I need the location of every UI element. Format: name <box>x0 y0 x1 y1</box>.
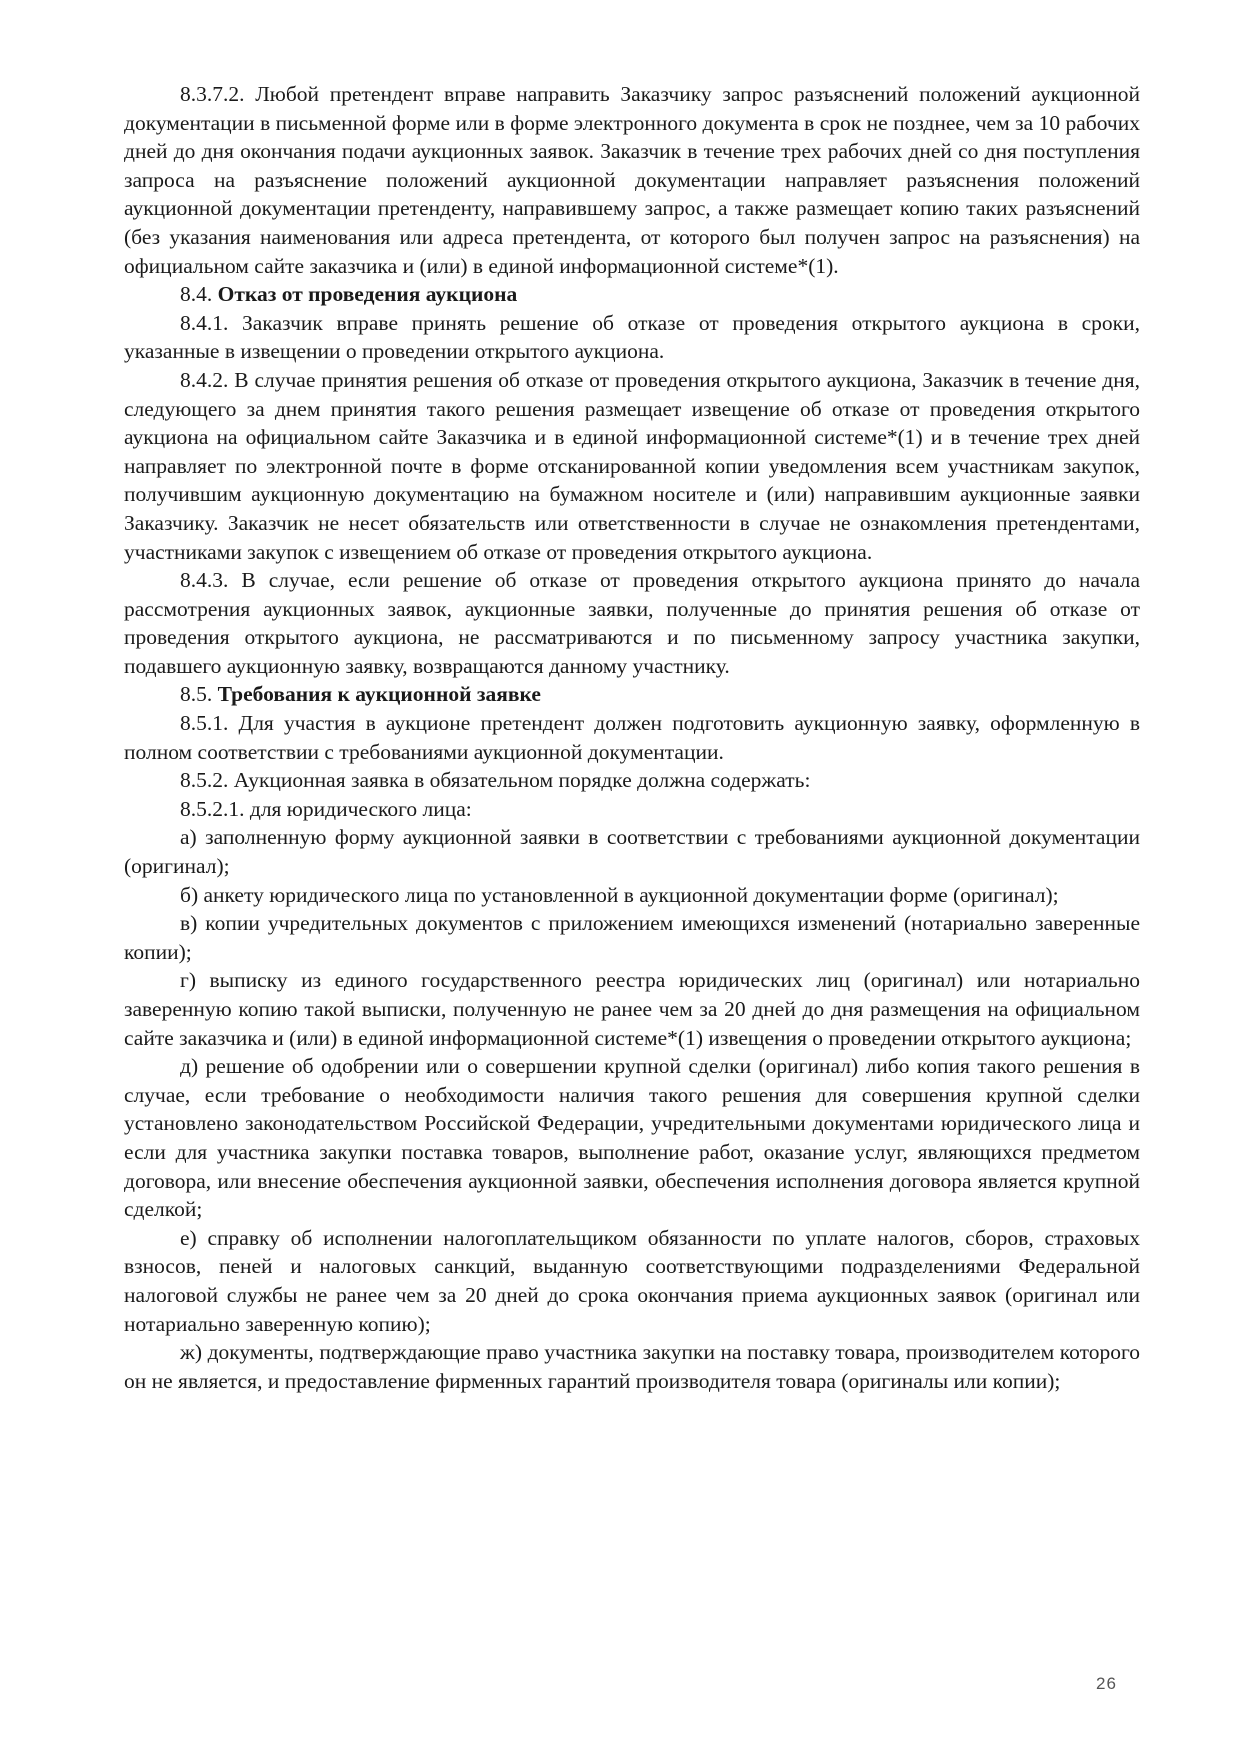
list-item-a: а) заполненную форму аукционной заявки в соответствии с требованиями аукционной документации (оригинал); <box>124 825 1140 879</box>
paragraph-8-4-2: 8.4.2. В случае принятия решения об отказе от проведения открытого аукциона, Заказчик в течение дня, следующего за днем принятия такого решения размещает извещение об отказе от проведения открытого аукциона на официальном сайте Заказчика и в единой информационной системе*(1) и в течение трех дней направляет по электронной почте в форме отсканированной копии уведомления всем участникам закупок, получившим аукционную документацию на бумажном носителе и (или) направившим аукционные заявки Заказчику. Заказчик не несет обязательств или ответственности в случае не ознакомления претендентами, участниками закупок с извещением об отказе от проведения открытого аукциона. <box>124 367 1140 564</box>
list-item-e: е) справку об исполнении налогоплательщиком обязанности по уплате налогов, сборов, страховых взносов, пеней и налоговых санкций, выданную соответствующими подразделениями Федеральной налоговой службы не ранее чем за 20 дней до срока окончания приема аукционных заявок (оригинал или нотариально заверенную копию); <box>124 1225 1140 1336</box>
paragraph-8-5-2-1: 8.5.2.1. для юридического лица: <box>180 796 472 821</box>
section-heading-8-5 <box>124 680 1140 709</box>
list-item-v: в) копии учредительных документов с приложением имеющихся изменений (нотариально заверенные копии); <box>124 911 1140 964</box>
paragraph-8-4-1: 8.4.1. Заказчик вправе принять решение об отказе от проведения открытого аукциона в сроки, указанные в извещении о проведении открытого аукциона. <box>124 310 1140 364</box>
section-number: 8.4. <box>180 282 213 307</box>
list-item-d: д) решение об одобрении или о совершении крупной сделки (оригинал) либо копия такого решения в случае, если требование о необходимости наличия такого решения для совершения крупной сделки установлено законодательством Российской Федерации, учредительными документами юридического лица и если для участника закупки поставка товаров, выполнение работ, оказание услуг, являющихся предметом договора, или внесение обеспечения аукционной заявки, обеспечения исполнения договора является крупной сделкой; <box>124 1054 1140 1222</box>
paragraph-8-5-1: 8.5.1. Для участия в аукционе претендент должен подготовить аукционную заявку, оформленную в полном соответствии с требованиями аукционной документации. <box>124 711 1140 764</box>
section-title: Требования к аукционной заявке <box>217 682 541 707</box>
paragraph-8-5-2: 8.5.2. Аукционная заявка в обязательном порядке должна содержать: <box>180 768 811 793</box>
section-heading-8-4 <box>124 280 1140 309</box>
document-page <box>124 80 1140 1395</box>
list-item-g: г) выписку из единого государственного реестра юридических лиц (оригинал) или нотариально заверенную копию такой выписки, полученную не ранее чем за 20 дней до дня размещения на официальном сайте заказчика и (или) в единой информационной системе*(1) извещения о проведении открытого аукциона; <box>124 968 1140 1050</box>
section-number: 8.5. <box>180 682 213 707</box>
paragraph-8-3-7-2: 8.3.7.2. Любой претендент вправе направить Заказчику запрос разъяснений положений аукционной документации в письменной форме или в форме электронного документа в срок не позднее, чем за 10 рабочих дней до дня окончания подачи аукционных заявок. Заказчик в течение трех рабочих дней со дня поступления запроса на разъяснение положений аукционной документации направляет разъяснения положений аукционной документации претенденту, направившему запрос, а также размещает копию таких разъяснений (без указания наименования или адреса претендента, от которого был получен запрос на разъяснения) на официальном сайте заказчика и (или) в единой информационной системе*(1). <box>124 82 1140 278</box>
list-item-zh: ж) документы, подтверждающие право участника закупки на поставку товара, производителем которого он не является, и предоставление фирменных гарантий производителя товара (оригиналы или копии); <box>124 1340 1140 1393</box>
paragraph-8-4-3: 8.4.3. В случае, если решение об отказе от проведения открытого аукциона принято до начала рассмотрения аукционных заявок, аукционные заявки, полученные до принятия решения об отказе от проведения открытого аукциона, не рассматриваются и по письменному запросу участника закупки, подавшего аукционную заявку, возвращаются данному участнику. <box>124 568 1140 678</box>
section-title: Отказ от проведения аукциона <box>217 282 518 307</box>
list-item-b: б) анкету юридического лица по установленной в аукционной документации форме (оригинал); <box>180 882 1059 907</box>
page-number: 26 <box>1096 1674 1117 1693</box>
